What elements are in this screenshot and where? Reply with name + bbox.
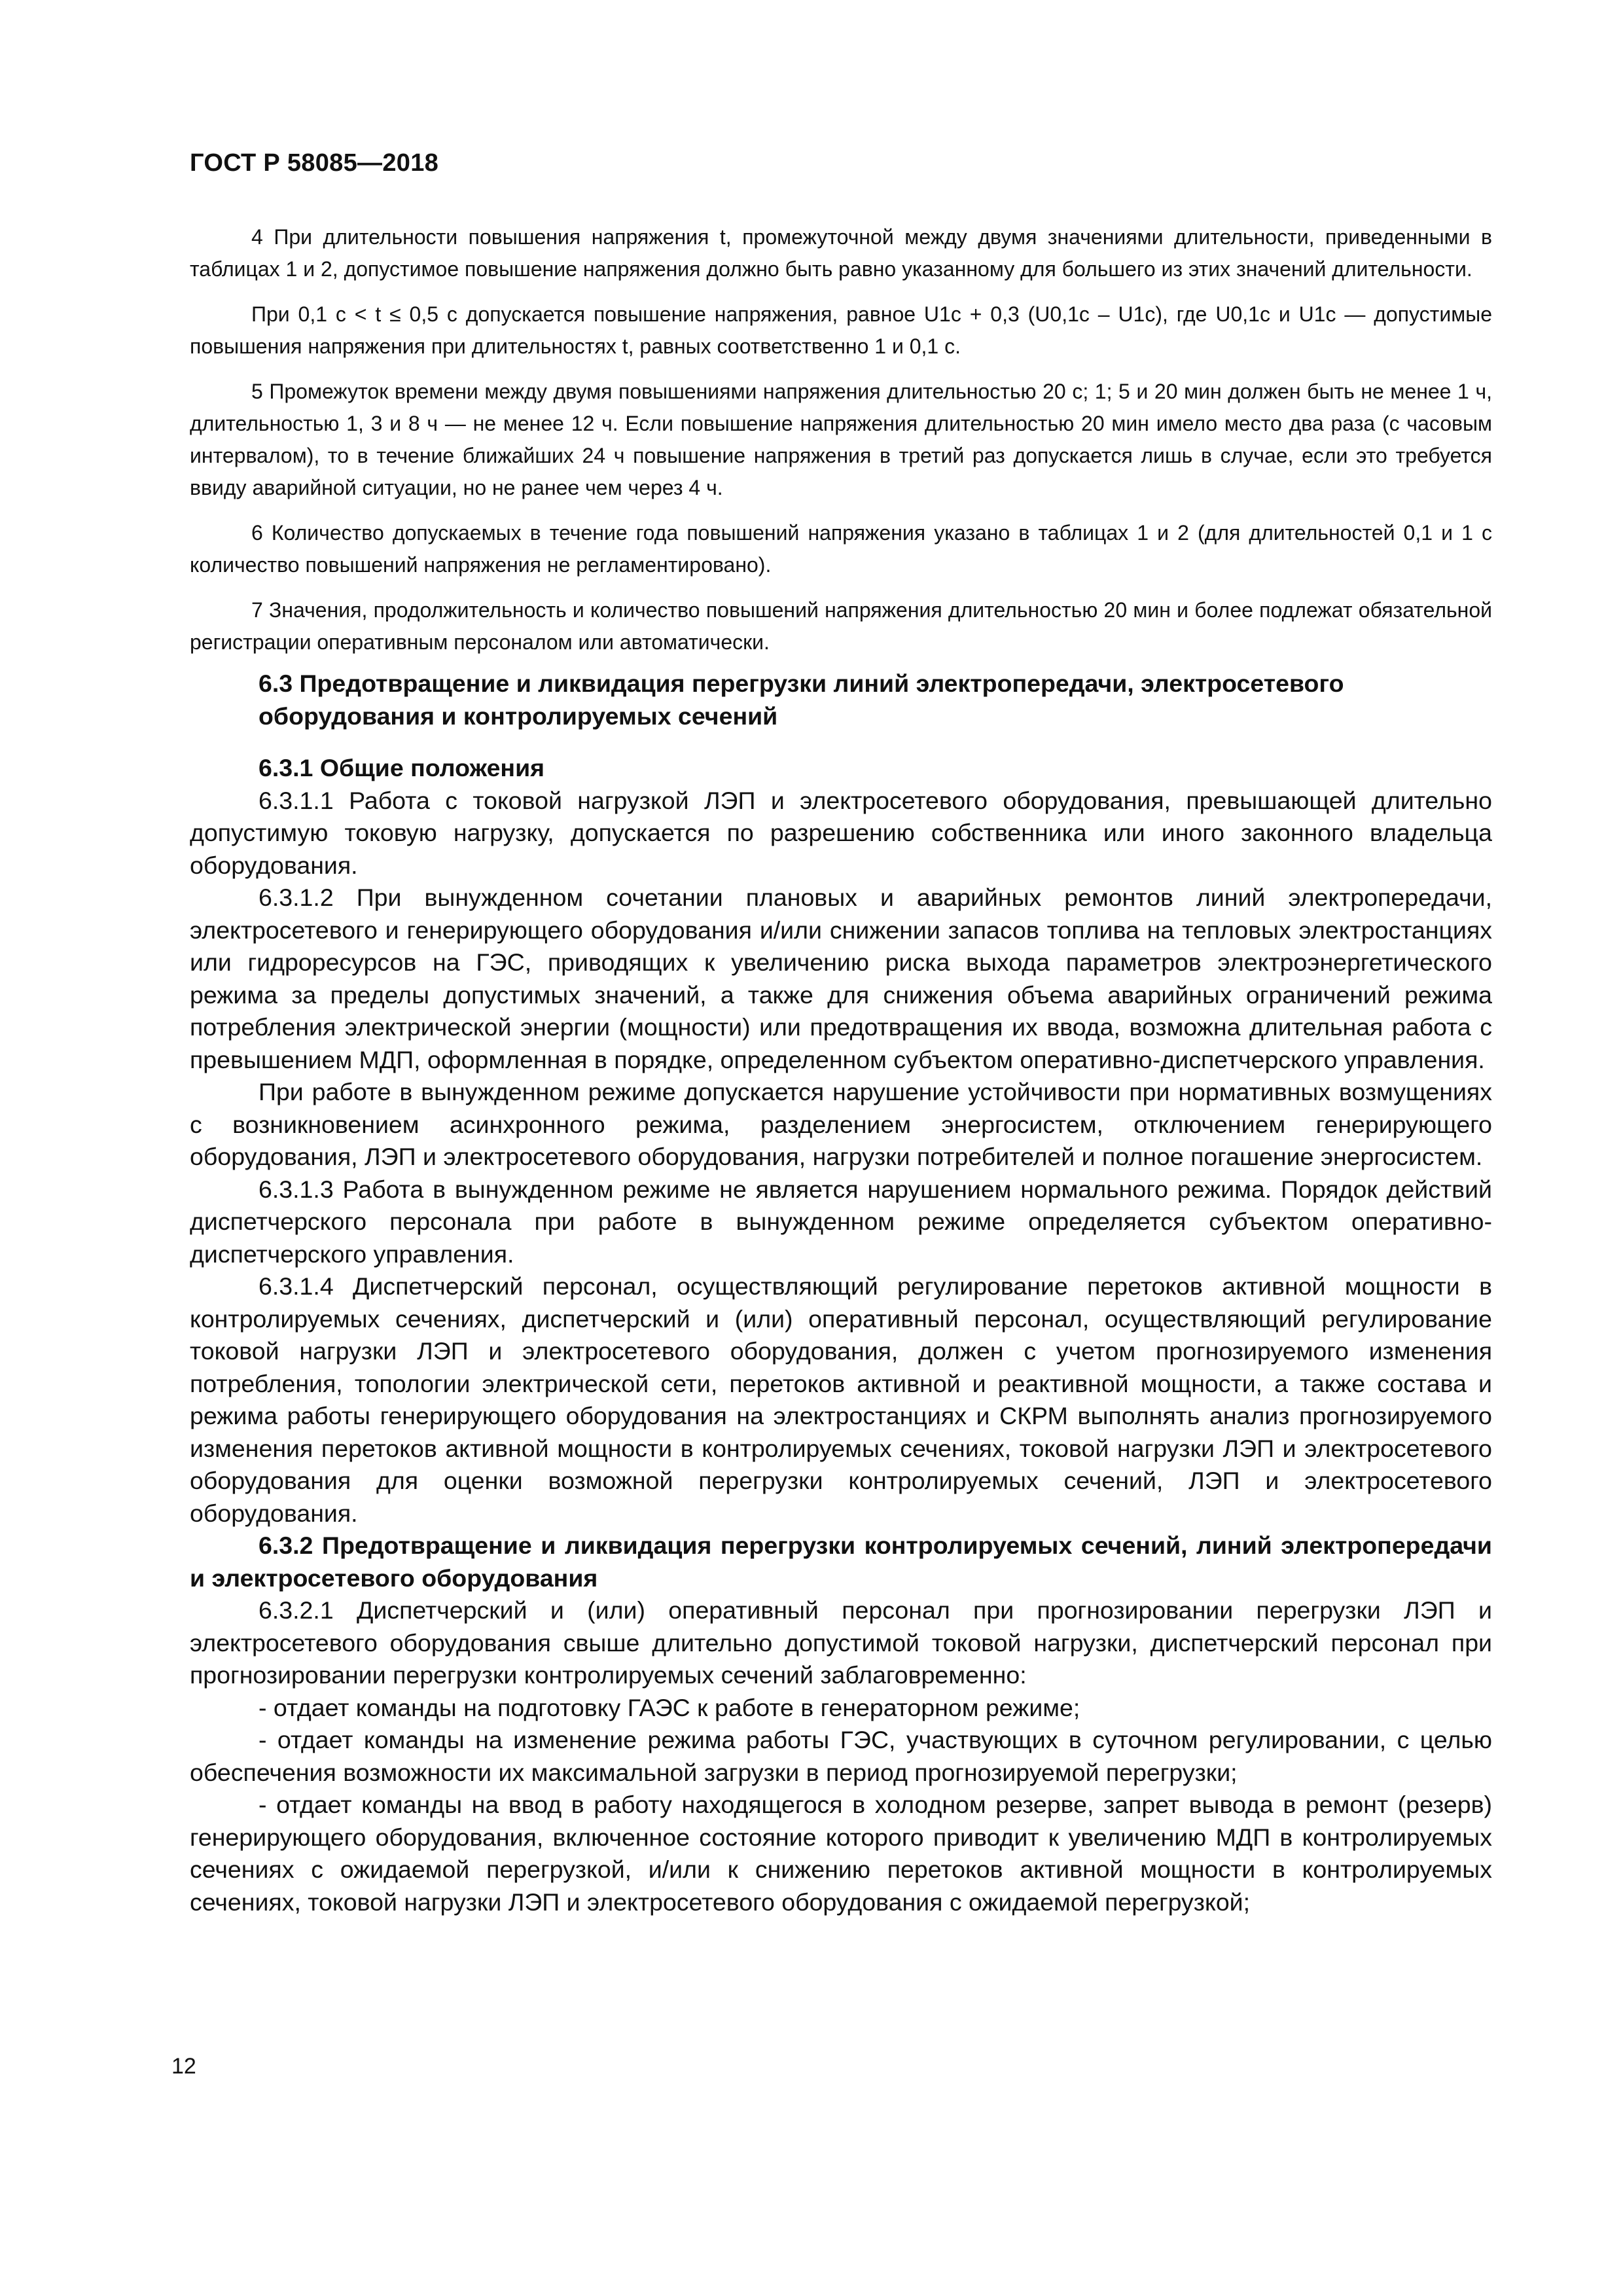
list-item: - отдает команды на подготовку ГАЭС к работе в генераторном режиме; bbox=[259, 1693, 1080, 1721]
section-heading-6-3: 6.3 Предотвращение и ликвидация перегрузки линий электропередачи, электросетевого оборудования и контролируемых сечений bbox=[259, 670, 1344, 730]
notes-block bbox=[190, 221, 1492, 672]
list-item: - отдает команды на изменение режима работы ГЭС, участвующих в суточном регулировании, с целью обеспечения возможности их максимальной загрузки в период прогнозируемой перегрузки; bbox=[190, 1726, 1492, 1786]
list-item: - отдает команды на ввод в работу находящегося в холодном резерве, запрет вывода в ремонт (резерв) генерирующего оборудования, включенное состояние которого приводит к увеличению МДП в контролируемых сечениях с ожидаемой перегрузкой, и/или к снижению перетоков активной мощности в контролируемых сечениях, токовой нагрузки ЛЭП и электросетевого оборудования с ожидаемой перегрузкой; bbox=[190, 1791, 1492, 1916]
paragraph-6-3-1-4: 6.3.1.4 Диспетчерский персонал, осуществляющий регулирование перетоков активной мощности в контролируемых сечениях, диспетчерский и (или) оперативный персонал, осуществляющий регулирование токовой нагрузки ЛЭП и электросетевого оборудования, должен с учетом прогнозируемого изменения потребления, топологии электрической сети, перетоков активной и реактивной мощности, а также состава и режима работы генерирующего оборудования на электростанциях и СКРМ выполнять анализ прогнозируемого изменения перетоков активной мощности в контролируемых сечениях, токовой нагрузки ЛЭП и электросетевого оборудования для оценки возможной перегрузки контролируемых сечений, ЛЭП и электросетевого оборудования. bbox=[190, 1272, 1492, 1527]
note-4-formula: При 0,1 с < t ≤ 0,5 с допускается повышение напряжения, равное U1c + 0,3 (U0,1c – U1c), где U0,1c и U1c — допустимые повышения напряжения при длительностях t, равных соответственно 1 и 0,1 с. bbox=[190, 302, 1493, 358]
subsection-heading-6-3-2: 6.3.2 Предотвращение и ликвидация перегрузки контролируемых сечений, линий электропередачи и электросетевого оборудования bbox=[190, 1532, 1492, 1592]
paragraph-6-3-1-2: 6.3.1.2 При вынужденном сочетании плановых и аварийных ремонтов линий электропередачи, электросетевого и генерирующего оборудования и/или снижении запасов топлива на тепловых электростанциях или гидроресурсов на ГЭС, приводящих к увеличению риска выхода параметров электроэнергетического режима за пределы допустимых значений, а также для снижения объема аварийных ограничений режима потребления электрической энергии (мощности) или предотвращения их ввода, возможна длительная работа с превышением МДП, оформленная в порядке, определенном субъектом оперативно-диспетчерского управления. bbox=[190, 884, 1492, 1073]
subsection-heading-6-3-1: 6.3.1 Общие положения bbox=[259, 754, 545, 781]
paragraph-6-3-2-1: 6.3.2.1 Диспетчерский и (или) оперативный персонал при прогнозировании перегрузки ЛЭП и электросетевого оборудования свыше длительно допустимой токовой нагрузки, диспетчерский персонал при прогнозировании перегрузки контролируемых сечений заблаговременно: bbox=[190, 1596, 1492, 1689]
document-code-header: ГОСТ Р 58085—2018 bbox=[190, 149, 439, 177]
note-5: 5 Промежуток времени между двумя повышениями напряжения длительностью 20 с; 1; 5 и 20 мин должен быть не менее 1 ч, длительностью 1, 3 и 8 ч — не менее 12 ч. Если повышение напряжения длительностью 20 мин имело место два раза (с часовым интервалом), то в течение ближайших 24 ч повышение напряжения в третий раз допускается лишь в случае, если это требуется ввиду аварийной ситуации, но не ранее чем через 4 ч. bbox=[190, 380, 1492, 499]
note-6: 6 Количество допускаемых в течение года повышений напряжения указано в таблицах 1 и 2 (для длительностей 0,1 и 1 с количество повышений напряжения не регламентировано). bbox=[190, 521, 1492, 577]
section-6-3 bbox=[190, 668, 1492, 1918]
paragraph-6-3-1-3: 6.3.1.3 Работа в вынужденном режиме не является нарушением нормального режима. Порядок действий диспетчерского персонала при работе в вынужденном режиме определяется субъектом оперативно-диспетчерского управления. bbox=[190, 1175, 1492, 1268]
note-7: 7 Значения, продолжительность и количество повышений напряжения длительностью 20 мин и более подлежат обязательной регистрации оперативным персоналом или автоматически. bbox=[190, 598, 1492, 654]
paragraph-6-3-1-2-cont: При работе в вынужденном режиме допускается нарушение устойчивости при нормативных возмущениях с возникновением асинхронного режима, разделением энергосистем, отключением генерирующего оборудования, ЛЭП и электросетевого оборудования, нагрузки потребителей и полное погашение энергосистем. bbox=[190, 1078, 1492, 1170]
page-number: 12 bbox=[171, 2054, 196, 2079]
note-4: 4 При длительности повышения напряжения t, промежуточной между двумя значениями длительности, приведенными в таблицах 1 и 2, допустимое повышение напряжения должно быть равно указанному для большего из этих значений длительности. bbox=[190, 225, 1492, 281]
paragraph-6-3-1-1: 6.3.1.1 Работа с токовой нагрузкой ЛЭП и электросетевого оборудования, превышающей длительно допустимую токовую нагрузку, допускается по разрешению собственника или иного законного владельца оборудования. bbox=[190, 786, 1492, 879]
